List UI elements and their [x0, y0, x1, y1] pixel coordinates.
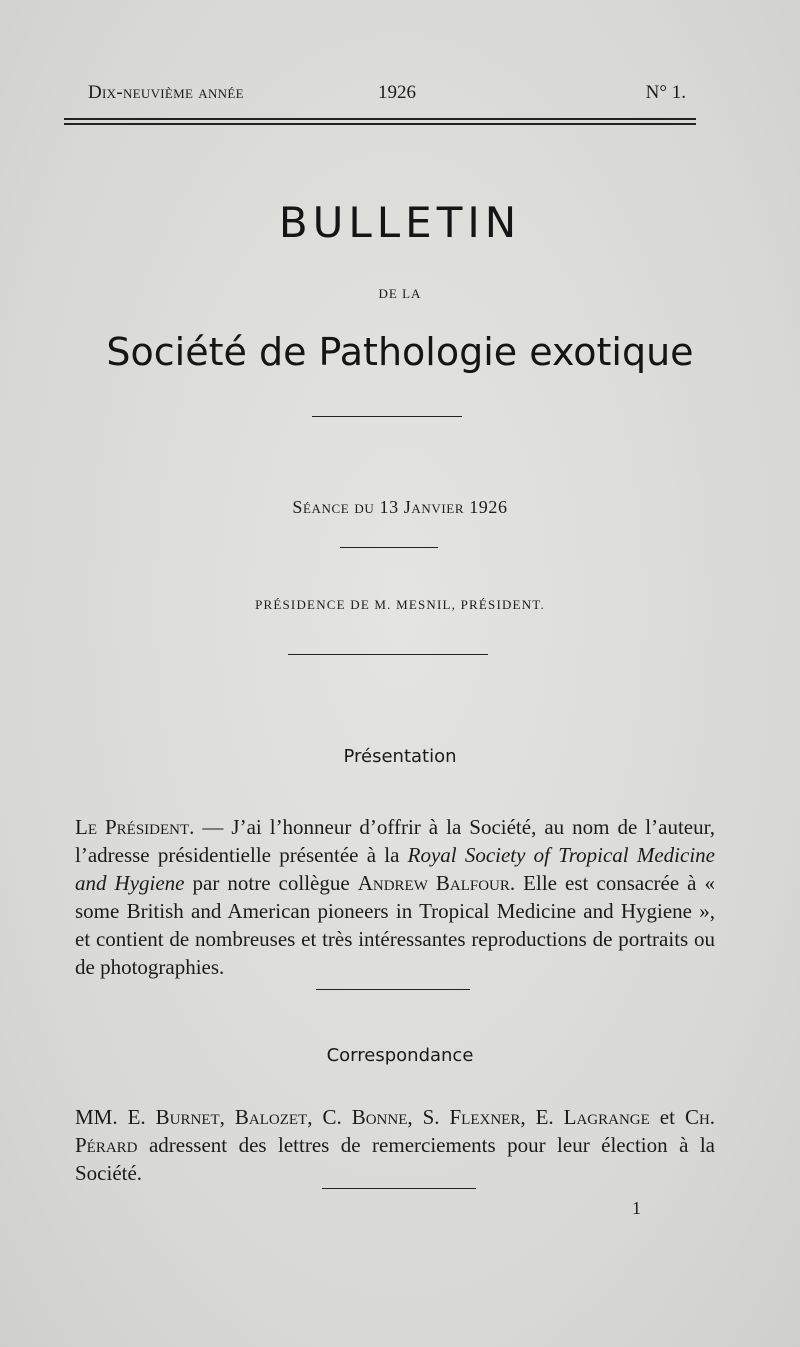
speaker-name: Le Président.: [75, 815, 195, 839]
member-name: Ch. Pérard: [75, 1105, 716, 1157]
presentation-heading: Présentation: [343, 746, 457, 767]
session-presidency: PRÉSIDENCE DE M. MESNIL, PRÉSIDENT.: [255, 597, 545, 612]
society-name: Société de Pathologie exotique: [106, 330, 694, 374]
edition-label: Dix-neuvième année: [88, 82, 244, 103]
journal-name: Royal Society of Tropical Medicine and Hygiene: [75, 843, 715, 895]
divider-rule: [316, 989, 470, 990]
correspondance-heading: Correspondance: [326, 1045, 474, 1066]
divider-rule: [312, 416, 462, 417]
year-label: 1926: [378, 82, 416, 103]
running-header: [88, 82, 688, 112]
divider-rule: [288, 654, 488, 655]
member-name: Burnet: [155, 1105, 220, 1129]
member-name: Flexner: [449, 1105, 521, 1129]
presentation-paragraph: Le Président. — J’ai l’honneur d’offrir à la Société, au nom de l’auteur, l’adresse présidentielle présentée à la Royal Society of Tropical Medicine and Hygiene par notre collègue Andrew Balfour. Elle est consacrée à « some British and American pioneers in Tropical Medicine and Hygiene », et contient de nombreuses et très intéressantes reproductions de portraits ou de photographies.: [75, 815, 716, 979]
colleague-name: Andrew Balfour: [357, 871, 510, 895]
correspondance-paragraph: MM. E. Burnet, Balozet, C. Bonne, S. Flexner, E. Lagrange et Ch. Pérard adressent des lettres de remerciements pour leur élection à la Société.: [75, 1105, 716, 1185]
member-name: Balozet: [234, 1105, 308, 1129]
header-double-rule: [64, 118, 696, 125]
page-number: 1: [632, 1198, 641, 1218]
title-connector: DE LA: [378, 286, 422, 301]
member-name: Bonne: [351, 1105, 408, 1129]
bulletin-title: BULLETIN: [278, 198, 522, 247]
member-name: Lagrange: [563, 1105, 650, 1129]
divider-rule: [340, 547, 438, 548]
divider-rule: [322, 1188, 476, 1189]
session-date: Séance du 13 Janvier 1926: [292, 497, 508, 517]
issue-number: N° 1.: [645, 82, 686, 103]
